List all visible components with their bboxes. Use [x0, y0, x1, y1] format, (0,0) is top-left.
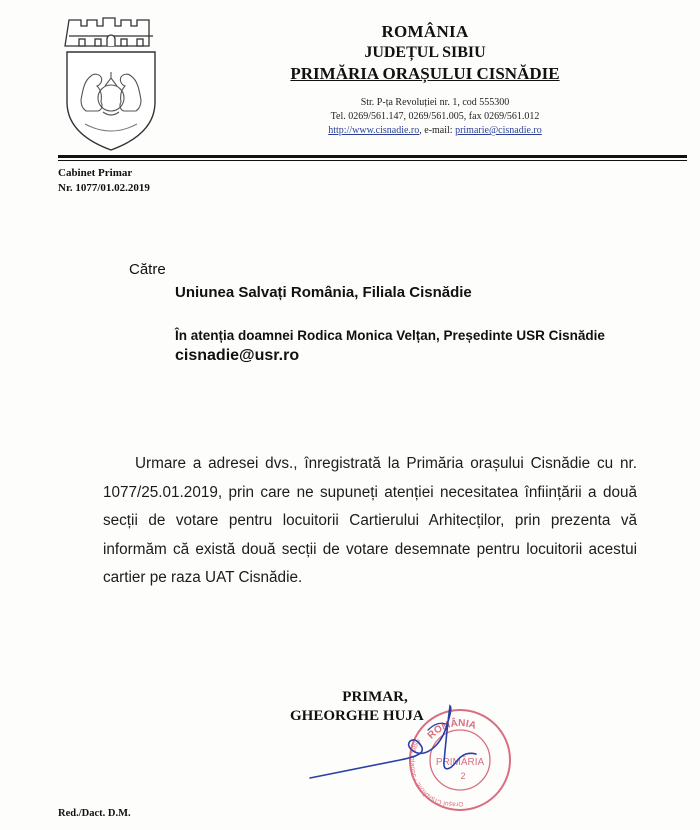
- cabinet-title: Cabinet Primar: [58, 167, 133, 179]
- header-country: ROMÂNIA: [381, 22, 469, 41]
- handwritten-signature: [300, 700, 500, 790]
- contact-address: Str. P-ța Revoluției nr. 1, cod 555300: [360, 97, 510, 108]
- to-label: Către: [129, 261, 166, 278]
- header-office-title: PRIMĂRIA ORAȘULUI CISNĂDIE: [290, 64, 560, 83]
- email-link[interactable]: primarie@cisnadie.ro: [455, 125, 542, 136]
- attention-line: În atenția doamnei Rodica Monica Velțan, Președinte USR Cisnădie: [175, 328, 605, 343]
- drafted-by-initials: Red./Dact. D.M.: [58, 808, 131, 819]
- coat-of-arms-emblem: [63, 14, 159, 152]
- header-divider-thin: [58, 160, 687, 161]
- email-label: , e-mail:: [419, 125, 453, 136]
- body-text: Urmare a adresei dvs., înregistrată la Primăria orașului Cisnădie cu nr. 1077/25.01.2019, prin care ne supuneți atenției necesitatea înființării a două secții de votare pentru locuitorii Cartierului Arhitecților, prin prezenta vă informăm că există două secții de votare desemnate pentru locuitorii acestui cartier pe raza UAT Cisnădie.: [103, 455, 637, 586]
- contact-web-row: [280, 125, 590, 136]
- signer-title: PRIMAR,: [342, 689, 408, 705]
- stamp-top-text: ROMÂNIA: [425, 717, 478, 742]
- registration-number: Nr. 1077/01.02.2019: [58, 182, 150, 194]
- signer-name: GHEORGHE HUJA: [290, 708, 424, 724]
- stamp-center-text: PRIMĂRIA: [435, 757, 485, 768]
- contact-phones: Tel. 0269/561.147, 0269/561.005, fax 0269/561.012: [330, 111, 540, 122]
- recipient-email: cisnadie@usr.ro: [175, 347, 300, 364]
- stamp-number: 2: [460, 771, 466, 781]
- header-county: JUDEȚUL SIBIU: [364, 44, 486, 61]
- website-link[interactable]: http://www.cisnadie.ro: [328, 125, 420, 136]
- stamp-left-text: Orașul CISNĂDIE - Județul Sibiu: [408, 737, 464, 808]
- header-divider-thick: [58, 155, 687, 158]
- recipient-organization: Uniunea Salvați România, Filiala Cisnădie: [175, 284, 472, 301]
- body-paragraph: [103, 450, 637, 593]
